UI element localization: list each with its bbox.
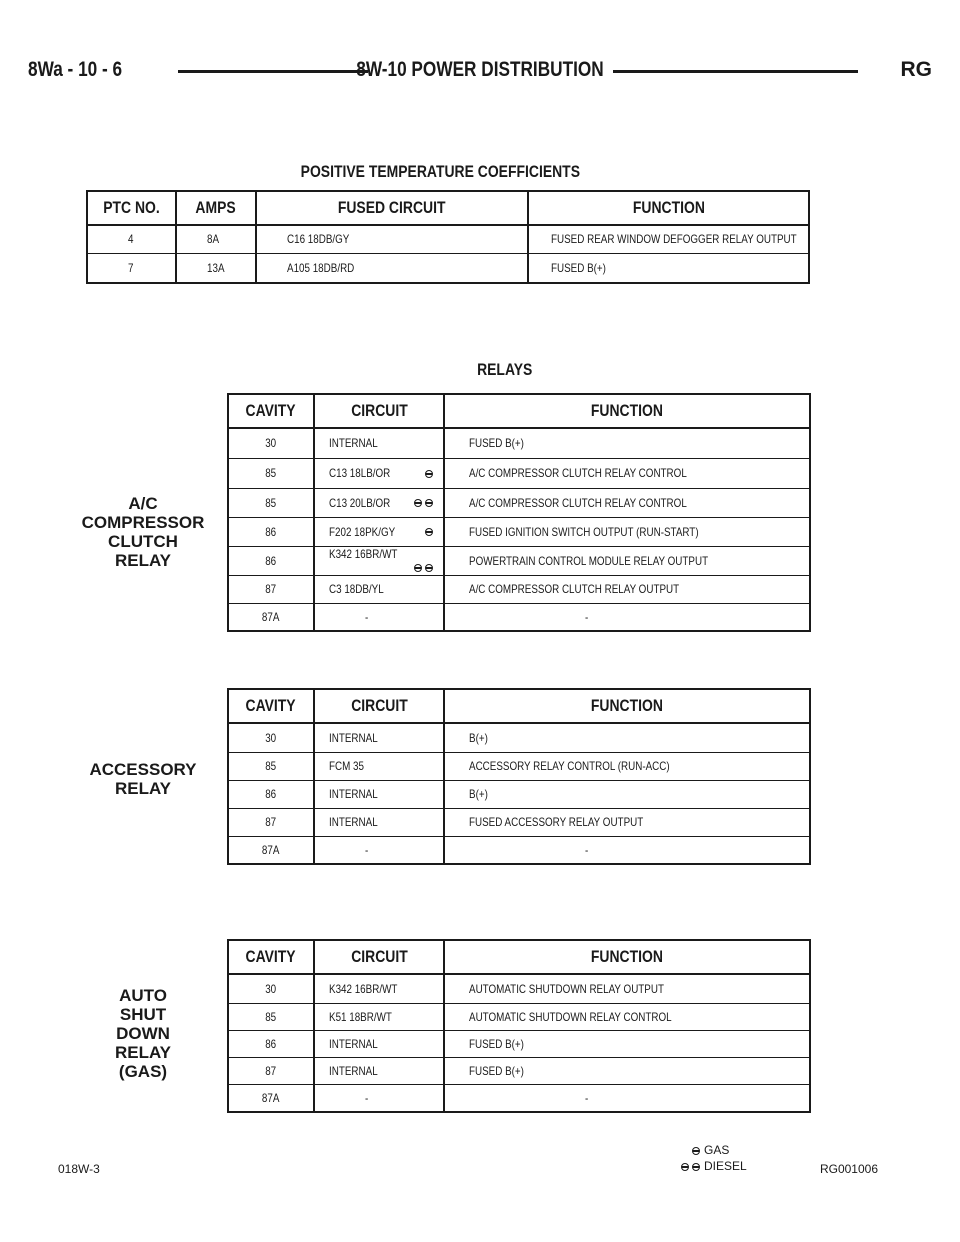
function-cell: B(+) (444, 780, 810, 808)
relay-header-row (228, 394, 810, 428)
function-cell: AUTOMATIC SHUTDOWN RELAY CONTROL (444, 1003, 810, 1030)
relay-col-circuit: CIRCUIT (314, 940, 444, 974)
circuit-cell: K342 16BR/WT (314, 974, 444, 1003)
function-cell: ACCESSORY RELAY CONTROL (RUN-ACC) (444, 752, 810, 780)
relay-label-ac-compressor: A/C COMPRESSOR CLUTCH RELAY (81, 494, 205, 570)
relay-col-function: FUNCTION (444, 394, 810, 428)
circuit-cell: INTERNAL (314, 428, 444, 458)
relay-row (228, 780, 810, 808)
relay-row (228, 1003, 810, 1030)
diesel-mark-icon (681, 1163, 689, 1171)
relay-col-circuit: CIRCUIT (314, 394, 444, 428)
function-cell: FUSED B(+) (444, 428, 810, 458)
ptc-col-function: FUNCTION (528, 191, 809, 225)
relay-row (228, 723, 810, 752)
cavity-cell: 85 (228, 752, 314, 780)
function-cell: FUSED B(+) (444, 1057, 810, 1084)
circuit-cell: INTERNAL (314, 808, 444, 836)
circuit-cell: - (314, 603, 444, 631)
ptc-row (87, 253, 809, 283)
circuit-cell: INTERNAL (314, 780, 444, 808)
cavity-cell: 87 (228, 575, 314, 603)
cavity-cell: 30 (228, 428, 314, 458)
function-cell: - (444, 836, 810, 864)
relay-header-row (228, 689, 810, 723)
relay-col-cavity: CAVITY (228, 394, 314, 428)
cavity-cell: 85 (228, 488, 314, 517)
cavity-cell: 85 (228, 458, 314, 488)
ptc-function-cell: FUSED B(+) (528, 253, 809, 283)
cavity-cell: 87A (228, 836, 314, 864)
ptc-circuit-cell: A105 18DB/RD (256, 253, 528, 283)
diesel-mark-icon (425, 499, 433, 507)
cavity-cell: 87A (228, 603, 314, 631)
relay-row (228, 1030, 810, 1057)
cavity-cell: 86 (228, 1030, 314, 1057)
footer-right-code: RG001006 (819, 1162, 878, 1176)
relay-row (228, 428, 810, 458)
relays-title: RELAYS (477, 360, 533, 379)
circuit-cell: F202 18PK/GY (314, 517, 444, 546)
section-title: 8W-10 POWER DISTRIBUTION (356, 58, 604, 81)
relay-row (228, 752, 810, 780)
function-cell: FUSED B(+) (444, 1030, 810, 1057)
cavity-cell: 86 (228, 517, 314, 546)
header-rule-right (613, 70, 858, 73)
circuit-cell: K342 16BR/WT (314, 546, 444, 575)
legend-gas: GAS (678, 1142, 747, 1158)
relay-row (228, 808, 810, 836)
ptc-table (86, 190, 810, 284)
diesel-mark-icon (414, 564, 422, 572)
ptc-row (87, 225, 809, 253)
cavity-cell: 87 (228, 808, 314, 836)
page-header (28, 58, 932, 84)
diesel-mark-icon (414, 499, 422, 507)
relay-row (228, 458, 810, 488)
relay-row (228, 488, 810, 517)
circuit-cell: INTERNAL (314, 723, 444, 752)
gas-mark-icon (425, 528, 433, 536)
function-cell: FUSED IGNITION SWITCH OUTPUT (RUN-START) (444, 517, 810, 546)
diesel-mark-icon (425, 564, 433, 572)
relay-col-function: FUNCTION (444, 689, 810, 723)
cavity-cell: 86 (228, 780, 314, 808)
function-cell: A/C COMPRESSOR CLUTCH RELAY OUTPUT (444, 575, 810, 603)
circuit-cell: C3 18DB/YL (314, 575, 444, 603)
relay-row (228, 836, 810, 864)
ptc-title: POSITIVE TEMPERATURE COEFFICIENTS (300, 162, 580, 181)
relay-label-auto-shutdown: AUTO SHUT DOWN RELAY (GAS) (114, 986, 172, 1081)
relay-col-circuit: CIRCUIT (314, 689, 444, 723)
ptc-no-cell: 4 (87, 225, 176, 253)
legend (678, 1142, 747, 1174)
circuit-cell: - (314, 836, 444, 864)
model-code: RG (900, 58, 932, 81)
page-number: 8Wa - 10 - 6 (28, 58, 123, 81)
circuit-cell: INTERNAL (314, 1030, 444, 1057)
diesel-mark-icon (692, 1163, 700, 1171)
ptc-col-amps: AMPS (176, 191, 256, 225)
legend-diesel: DIESEL (678, 1158, 747, 1174)
function-cell: - (444, 603, 810, 631)
circuit-cell: C13 18LB/OR (314, 458, 444, 488)
function-cell: POWERTRAIN CONTROL MODULE RELAY OUTPUT (444, 546, 810, 575)
relay-row (228, 603, 810, 631)
ptc-header-row (87, 191, 809, 225)
circuit-cell: K51 18BR/WT (314, 1003, 444, 1030)
ptc-function-cell: FUSED REAR WINDOW DEFOGGER RELAY OUTPUT (528, 225, 809, 253)
cavity-cell: 86 (228, 546, 314, 575)
circuit-cell: - (314, 1084, 444, 1112)
ptc-col-circuit: FUSED CIRCUIT (256, 191, 528, 225)
relay-label-accessory: ACCESSORY RELAY (89, 760, 197, 798)
cavity-cell: 85 (228, 1003, 314, 1030)
function-cell: AUTOMATIC SHUTDOWN RELAY OUTPUT (444, 974, 810, 1003)
relay-row (228, 517, 810, 546)
circuit-cell: C13 20LB/OR (314, 488, 444, 517)
function-cell: - (444, 1084, 810, 1112)
relay-row (228, 575, 810, 603)
ptc-col-no: PTC NO. (87, 191, 176, 225)
relay-table-ac-compressor (227, 393, 811, 632)
circuit-cell: INTERNAL (314, 1057, 444, 1084)
ptc-circuit-cell: C16 18DB/GY (256, 225, 528, 253)
relay-row (228, 974, 810, 1003)
relay-table-accessory (227, 688, 811, 865)
gas-mark-icon (425, 470, 433, 478)
function-cell: FUSED ACCESSORY RELAY OUTPUT (444, 808, 810, 836)
relay-header-row (228, 940, 810, 974)
relay-table-auto-shutdown (227, 939, 811, 1113)
relay-col-cavity: CAVITY (228, 940, 314, 974)
ptc-no-cell: 7 (87, 253, 176, 283)
relay-row (228, 1057, 810, 1084)
relay-col-cavity: CAVITY (228, 689, 314, 723)
function-cell: A/C COMPRESSOR CLUTCH RELAY CONTROL (444, 488, 810, 517)
cavity-cell: 30 (228, 974, 314, 1003)
function-cell: B(+) (444, 723, 810, 752)
cavity-cell: 30 (228, 723, 314, 752)
footer-left-code: 018W-3 (58, 1162, 100, 1176)
circuit-cell: FCM 35 (314, 752, 444, 780)
relay-row (228, 546, 810, 575)
relay-col-function: FUNCTION (444, 940, 810, 974)
ptc-amps-cell: 8A (176, 225, 256, 253)
function-cell: A/C COMPRESSOR CLUTCH RELAY CONTROL (444, 458, 810, 488)
gas-mark-icon (692, 1147, 700, 1155)
header-rule-left (178, 70, 368, 73)
ptc-amps-cell: 13A (176, 253, 256, 283)
relay-row (228, 1084, 810, 1112)
cavity-cell: 87 (228, 1057, 314, 1084)
cavity-cell: 87A (228, 1084, 314, 1112)
